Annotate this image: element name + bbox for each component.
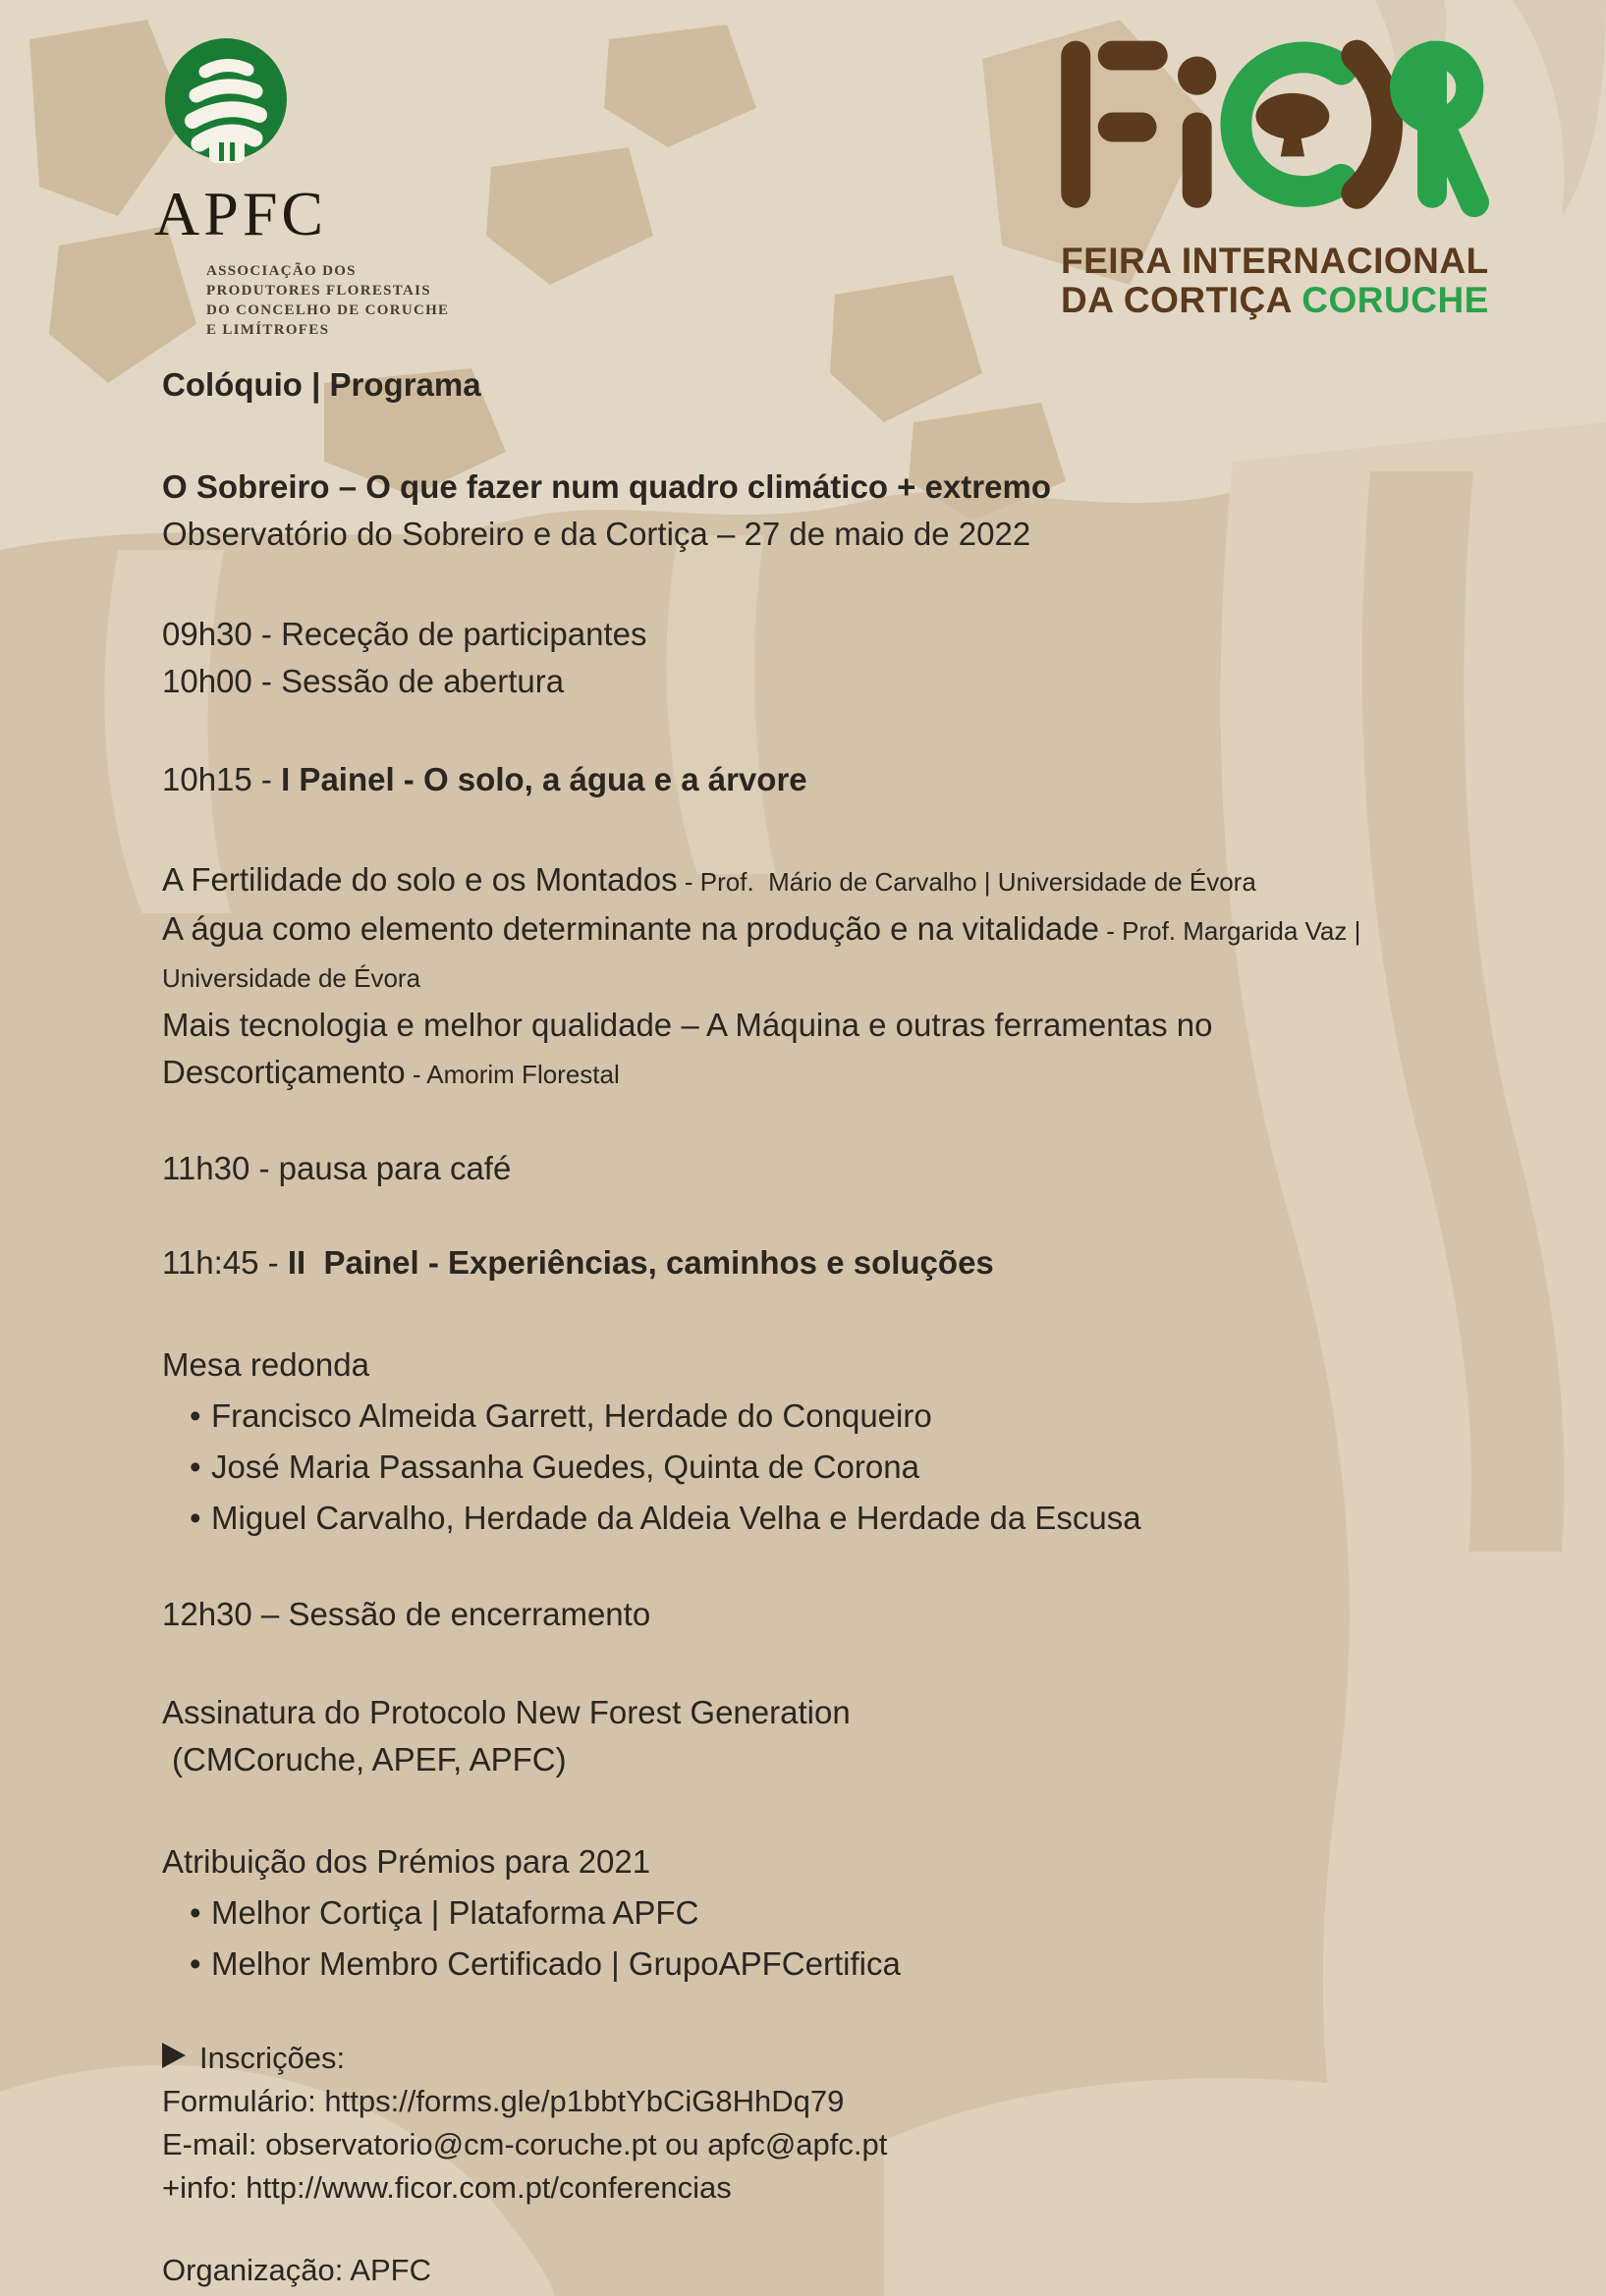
apfc-subtitle-line: ASSOCIAÇÃO DOS: [206, 263, 357, 279]
schedule-item-0930: 09h30 - Receção de participantes: [162, 616, 647, 652]
apfc-acronym: APFC: [154, 179, 328, 248]
talk3-line-continuation: [162, 1049, 1567, 1098]
ficor-wordmark-icon: [1061, 35, 1493, 219]
apfc-cork-oak-icon: [154, 34, 302, 172]
panel1-time: 10h15 -: [162, 761, 282, 797]
schedule-item-1130: 11h30 - pausa para café: [162, 1150, 512, 1186]
organizacao: Organização: APFC: [162, 2253, 431, 2287]
panel1-title-line: [162, 756, 1567, 803]
talk1-speaker: - Prof. Mário de Carvalho | Universidade de Évora: [677, 867, 1256, 897]
apfc-subtitle-line: PRODUTORES FLORESTAIS: [206, 283, 431, 299]
ficor-subtitle-coruche: CORUCHE: [1301, 279, 1489, 320]
talk2-speaker-continuation: Universidade de Évora: [162, 963, 421, 993]
panel2-title-line: [162, 1239, 1567, 1286]
play-arrow-icon: [162, 2043, 186, 2068]
protocolo-line2: (CMCoruche, APEF, APFC): [172, 1741, 567, 1777]
panel2-time: 11h:45 -: [162, 1244, 288, 1281]
premios-item: • Melhor Membro Certificado | GrupoAPFCertifica: [162, 1941, 1567, 1988]
talk3-title-cont: Descortiçamento: [162, 1054, 406, 1090]
ficor-subtitle-line2: [1061, 281, 1493, 320]
talk3-speaker: - Amorim Florestal: [405, 1060, 620, 1089]
apfc-subtitle-line: DO CONCELHO DE CORUCHE: [206, 302, 450, 318]
apfc-subtitle-line: E LIMÍTROFES: [206, 322, 330, 338]
inscricoes-header: [162, 2037, 1567, 2080]
panel1-title: I Painel - O solo, a água e a árvore: [281, 761, 807, 797]
mesa-redonda-item: • José Maria Passanha Guedes, Quinta de Corona: [162, 1444, 1567, 1491]
mesa-redonda-item: • Francisco Almeida Garrett, Herdade do Conqueiro: [162, 1393, 1567, 1440]
event-subtitle: Observatório do Sobreiro e da Cortiça – 27 de maio de 2022: [162, 516, 1031, 552]
inscricoes-email: E-mail: observatorio@cm-coruche.pt ou apfc@apfc.pt: [162, 2127, 888, 2161]
panel2-title: II Painel - Experiências, caminhos e soluções: [287, 1244, 994, 1281]
apfc-logo: [154, 34, 508, 340]
talk2-line: [162, 905, 1567, 955]
ficor-subtitle-da-cortica: DA CORTIÇA: [1061, 279, 1292, 320]
talk1-line: [162, 856, 1567, 905]
premios-item: • Melhor Cortiça | Plataforma APFC: [162, 1889, 1567, 1937]
mesa-redonda-title: Mesa redonda: [162, 1346, 369, 1383]
premios-title: Atribuição dos Prémios para 2021: [162, 1843, 651, 1880]
talk2-title: A água como elemento determinante na produção e na vitalidade: [162, 910, 1099, 947]
inscricoes-info-url: +info: http://www.ficor.com.pt/conferencias: [162, 2170, 732, 2205]
talk1-title: A Fertilidade do solo e os Montados: [162, 861, 678, 898]
protocolo-line1: Assinatura do Protocolo New Forest Generation: [162, 1694, 851, 1730]
mesa-redonda-item: • Miguel Carvalho, Herdade da Aldeia Velha e Herdade da Escusa: [162, 1495, 1567, 1542]
schedule-item-1230: 12h30 – Sessão de encerramento: [162, 1596, 651, 1632]
program-header: Colóquio | Programa: [162, 366, 481, 403]
talk3-line: Mais tecnologia e melhor qualidade – A Máquina e outras ferramentas no: [162, 1007, 1213, 1043]
talk2-speaker: - Prof. Margarida Vaz |: [1099, 916, 1361, 946]
apfc-subtitle: [206, 261, 508, 340]
event-title: O Sobreiro – O que fazer num quadro climático + extremo: [162, 468, 1051, 505]
ficor-subtitle-line1: FEIRA INTERNACIONAL: [1061, 241, 1489, 281]
schedule-item-1000: 10h00 - Sessão de abertura: [162, 663, 565, 699]
program-content: [162, 361, 1567, 2292]
ficor-logo: [1061, 35, 1493, 320]
inscricoes-form-url: Formulário: https://forms.gle/p1bbtYbCiG8HhDq79: [162, 2084, 845, 2118]
inscricoes-label: Inscrições:: [199, 2041, 346, 2075]
